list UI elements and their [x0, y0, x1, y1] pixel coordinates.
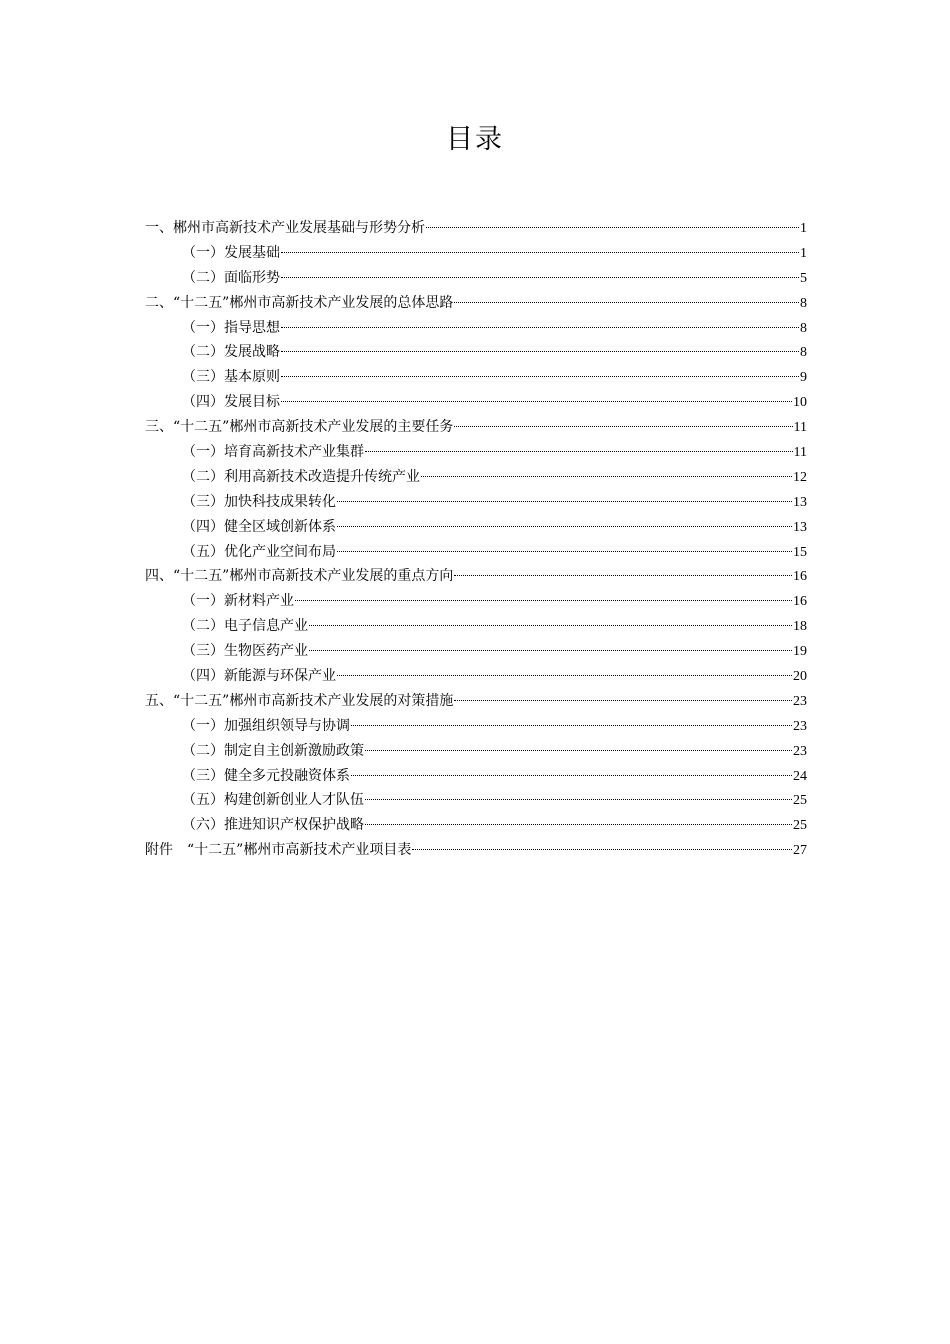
toc-entry[interactable]	[145, 739, 807, 764]
toc-page-number: 23	[793, 693, 807, 709]
toc-entry[interactable]	[145, 813, 807, 838]
toc-page-number: 1	[800, 221, 807, 236]
toc-entry[interactable]	[145, 689, 807, 714]
toc-dot-leader	[295, 600, 792, 601]
toc-dot-leader	[454, 426, 792, 427]
toc-dot-leader	[337, 551, 792, 552]
toc-page-number: 27	[793, 843, 807, 859]
toc-entry-text: （一）加强组织领导与协调	[182, 717, 350, 734]
toc-entry[interactable]	[145, 714, 807, 739]
toc-title: 目录	[446, 124, 504, 155]
toc-entry[interactable]	[145, 316, 807, 341]
toc-dot-leader	[421, 476, 792, 477]
toc-page-number: 8	[800, 295, 807, 311]
toc-page-number: 5	[800, 270, 807, 286]
toc-entry[interactable]	[145, 241, 807, 266]
toc-dot-leader	[412, 849, 792, 850]
toc-entry-text: 二、“十二五”郴州市高新技术产业发展的总体思路	[145, 294, 454, 311]
toc-entry[interactable]	[145, 390, 807, 415]
toc-page-number: 11	[793, 420, 807, 436]
toc-dot-leader	[281, 376, 799, 377]
toc-page-number: 8	[800, 320, 807, 336]
toc-entry[interactable]	[145, 540, 807, 565]
toc-entry[interactable]	[145, 838, 807, 863]
toc-dot-leader	[365, 799, 792, 800]
toc-page-number: 12	[793, 469, 807, 485]
toc-dot-leader	[426, 227, 799, 228]
toc-entry-text: （五）优化产业空间布局	[182, 543, 336, 560]
toc-page-number: 1	[800, 245, 807, 261]
toc-dot-leader	[454, 575, 792, 576]
toc-entry-text: （一）培育高新技术产业集群	[182, 444, 364, 461]
toc-dot-leader	[281, 327, 799, 328]
toc-page-number: 19	[793, 644, 807, 660]
toc-dot-leader	[454, 700, 792, 701]
toc-entry[interactable]	[145, 614, 807, 639]
toc-entry[interactable]	[145, 340, 807, 365]
toc-entry-text: （四）发展目标	[182, 394, 280, 411]
toc-dot-leader	[365, 750, 792, 751]
toc-entry-text: 五、“十二五”郴州市高新技术产业发展的对策措施	[145, 692, 454, 709]
toc-dot-leader	[281, 351, 799, 352]
toc-page-number: 8	[800, 345, 807, 361]
toc-entry-text: （一）新材料产业	[182, 593, 294, 610]
toc-page-number: 23	[793, 718, 807, 734]
toc-dot-leader	[351, 725, 792, 726]
toc-page-number: 25	[793, 818, 807, 834]
toc-entry-text: （二）制定自主创新激励政策	[182, 742, 364, 759]
toc-entry-text: （四）健全区域创新体系	[182, 518, 336, 535]
toc-dot-leader	[365, 451, 793, 452]
toc-entry[interactable]	[145, 515, 807, 540]
toc-dot-leader	[337, 501, 792, 502]
toc-entry-text: （二）发展战略	[182, 344, 280, 361]
toc-entry[interactable]	[145, 490, 807, 515]
toc-page-number: 15	[793, 544, 807, 560]
toc-page-number: 13	[793, 519, 807, 535]
toc-entry[interactable]	[145, 465, 807, 490]
toc-entry-text: 四、“十二五”郴州市高新技术产业发展的重点方向	[145, 568, 454, 585]
toc-entry[interactable]	[145, 589, 807, 614]
toc-dot-leader	[337, 675, 792, 676]
toc-page-number: 16	[793, 569, 807, 585]
toc-page-number: 16	[793, 594, 807, 610]
toc-dot-leader	[351, 775, 792, 776]
toc-page-number: 11	[793, 445, 807, 461]
toc-entry-text: （一）发展基础	[182, 244, 280, 261]
toc-dot-leader	[281, 277, 799, 278]
toc-entry-text: （三）加快科技成果转化	[182, 493, 336, 510]
toc-entry[interactable]	[145, 415, 807, 440]
toc-page-number: 20	[793, 669, 807, 685]
toc-entry[interactable]	[145, 788, 807, 813]
toc-page-number: 10	[793, 395, 807, 411]
toc-entry[interactable]	[145, 440, 807, 465]
toc-page-number: 13	[793, 494, 807, 510]
toc-dot-leader	[365, 824, 792, 825]
toc-entry-text: （六）推进知识产权保护战略	[182, 817, 364, 834]
toc-dot-leader	[281, 401, 792, 402]
toc-entry-text: 附件 “十二五”郴州市高新技术产业项目表	[145, 842, 412, 859]
toc-entry[interactable]	[145, 291, 807, 316]
toc-entry-text: 三、“十二五”郴州市高新技术产业发展的主要任务	[145, 419, 454, 436]
toc-entry[interactable]	[145, 664, 807, 689]
toc-page-number: 9	[800, 370, 807, 386]
toc-entry-text: （五）构建创新创业人才队伍	[182, 792, 364, 809]
toc-page-number: 23	[793, 743, 807, 759]
toc-entry-text: （三）基本原则	[182, 369, 280, 386]
toc-entry[interactable]	[145, 639, 807, 664]
toc-entry-text: （三）生物医药产业	[182, 643, 308, 660]
toc-page-number: 24	[793, 768, 807, 784]
toc-entry[interactable]	[145, 365, 807, 390]
toc-page-number: 18	[793, 619, 807, 635]
toc-dot-leader	[454, 302, 799, 303]
toc-entry-text: （二）面临形势	[182, 269, 280, 286]
toc-list	[145, 216, 807, 863]
toc-entry-text: （四）新能源与环保产业	[182, 668, 336, 685]
toc-dot-leader	[309, 650, 792, 651]
toc-entry-text: （二）利用高新技术改造提升传统产业	[182, 468, 420, 485]
toc-entry-text: （二）电子信息产业	[182, 618, 308, 635]
toc-dot-leader	[337, 526, 792, 527]
toc-dot-leader	[281, 252, 799, 253]
toc-entry[interactable]	[145, 764, 807, 789]
toc-entry-text: （三）健全多元投融资体系	[182, 767, 350, 784]
toc-entry[interactable]	[145, 216, 807, 241]
toc-page-number: 25	[793, 793, 807, 809]
toc-entry[interactable]	[145, 266, 807, 291]
toc-dot-leader	[309, 625, 792, 626]
toc-entry[interactable]	[145, 564, 807, 589]
toc-entry-text: 一、郴州市高新技术产业发展基础与形势分析	[145, 220, 425, 236]
toc-entry-text: （一）指导思想	[182, 319, 280, 336]
